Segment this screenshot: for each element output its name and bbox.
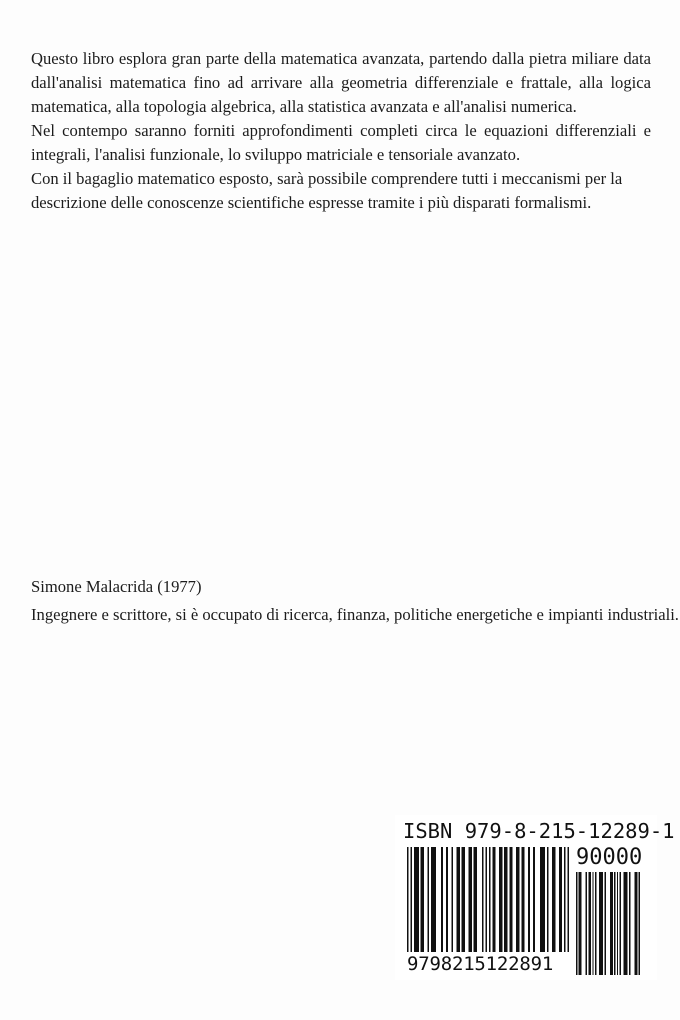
barcode-bar [610,872,611,975]
book-description [31,47,651,215]
barcode-bar [635,872,636,975]
barcode-bar [614,872,615,975]
author-name: Simone Malacrida (1977) [31,577,202,596]
barcode-bar [588,872,589,975]
barcode-bar [605,872,606,975]
barcode-bar [592,872,593,975]
barcode-bar [617,872,618,975]
barcode-bar [625,872,626,975]
barcode-bar [595,872,596,975]
price-addon-digits: 90000 [576,845,643,870]
isbn-barcode [395,815,675,980]
isbn-label: ISBN 979-8-215-12289-1 [403,819,675,843]
ean-digits: 9798215122891 [407,952,569,976]
barcode-bar [580,872,581,975]
barcode-bar [620,872,621,975]
barcode-bar [576,872,577,975]
barcode-bar [611,872,612,975]
description-paragraph-2: Nel contempo saranno forniti approfondimenti completi circa le equazioni differenziali e integrali, l'analisi funzionale, lo sviluppo matriciale e tensoriale avanzato. [31,121,651,164]
description-paragraph-3: Con il bagaglio matematico esposto, sarà possibile comprendere tutti i meccanismi per la descrizione delle conoscenze scientifiche espresse tramite i più disparati formalismi. [31,169,623,212]
barcode-bar [590,872,591,975]
barcode-bar [624,872,625,975]
barcode-bar [629,872,630,975]
barcode-bar [599,872,600,975]
barcode-bar [626,872,627,975]
author-bio: Ingegnere e scrittore, si è occupato di ricerca, finanza, politiche energetiche e impianti industriali. [31,605,679,624]
price-addon-bars [576,872,640,975]
barcode-bar [586,872,587,975]
description-paragraph-1: Questo libro esplora gran parte della matematica avanzata, partendo dalla pietra miliare data dall'analisi matematica fino ad arrivare alla geometria differenziale e frattale, alla logica matematica, alla topologia algebrica, alla statistica avanzata e all'analisi numerica. [31,49,651,116]
barcode-bar [601,872,602,975]
barcode-bar [602,872,603,975]
author-info [31,573,679,629]
barcode-bar [639,872,640,975]
barcode-bar [636,872,637,975]
barcode-bar [579,872,580,975]
